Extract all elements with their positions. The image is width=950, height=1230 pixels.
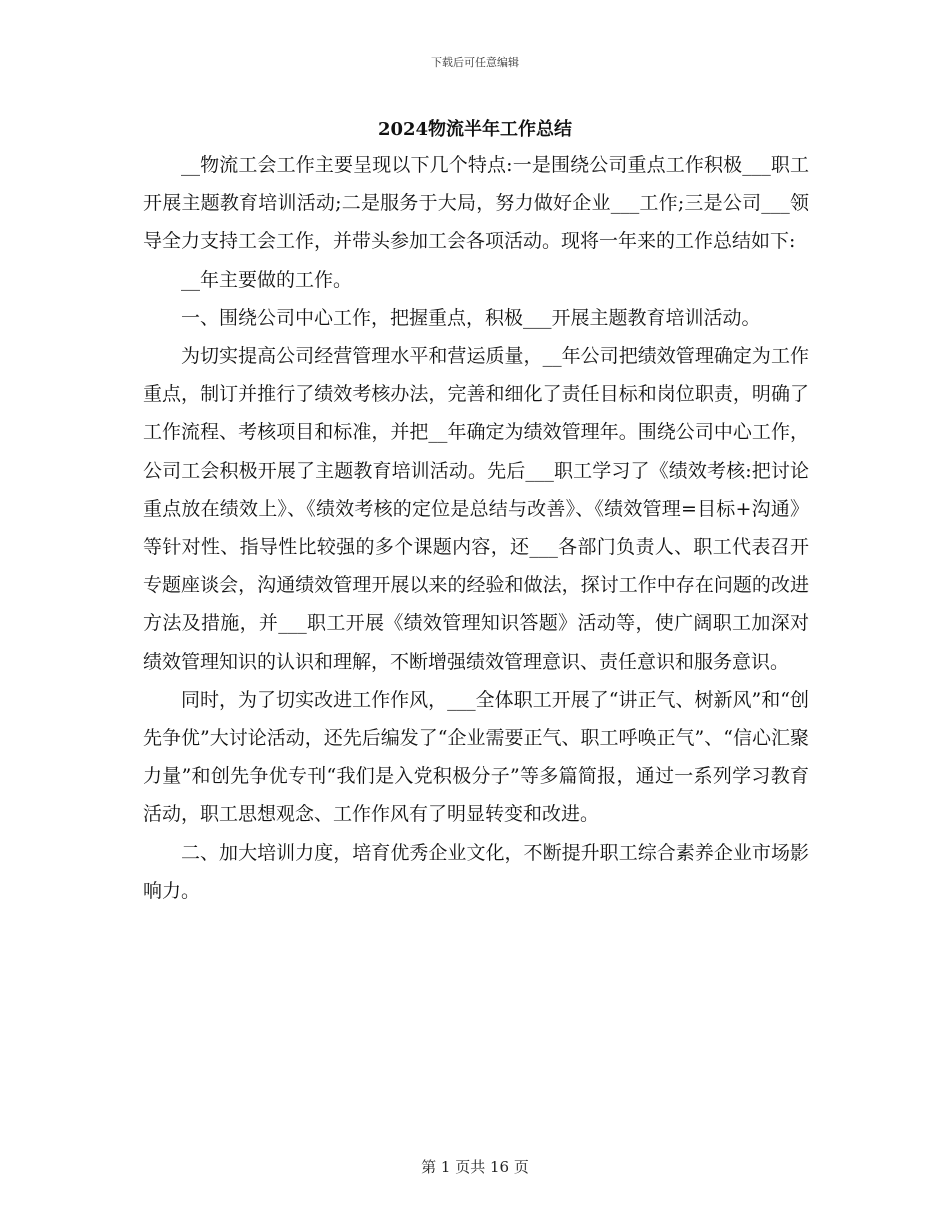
section-heading-2: 二、加大培训力度，培育优秀企业文化，不断提升职工综合素养企业市场影响力。	[143, 841, 809, 902]
page-number: 第 1 页共 16 页	[421, 1158, 529, 1176]
document-body	[143, 146, 809, 910]
paragraph-intro: __物流工会工作主要呈现以下几个特点:一是围绕公司重点工作积极___职工开展主题教育培训活动;二是服务于大局，努力做好企业___工作;三是公司___领导全力支持工会工作，并带头参加工会各项活动。现将一年来的工作总结如下:	[143, 154, 809, 253]
paragraph-year-work: __年主要做的工作。	[181, 268, 353, 291]
section-heading-1: 一、围绕公司中心工作，把握重点，积极___开展主题教育培训活动。	[181, 306, 761, 329]
document-title: 2024物流半年工作总结	[377, 119, 573, 140]
paragraph-work-style: 同时，为了切实改进工作作风，___全体职工开展了“讲正气、树新风”和“创先争优”大讨论活动，还先后编发了“企业需要正气、职工呼唤正气”、“信心汇聚力量”和创先争优专刊“我们是入党积极分子”等多篇简报，通过一系列学习教育活动，职工思想观念、工作作风有了明显转变和改进。	[143, 688, 809, 826]
page-header-note: 下载后可任意编辑	[431, 56, 519, 69]
paragraph-performance-management: 为切实提高公司经营管理水平和营运质量，__年公司把绩效管理确定为工作重点，制订并推行了绩效考核办法，完善和细化了责任目标和岗位职责，明确了工作流程、考核项目和标准，并把__年确定为绩效管理年。围绕公司中心工作，公司工会积极开展了主题教育培训活动。先后___职工学习了《绩效考核:把讨论重点放在绩效上》、《绩效考核的定位是总结与改善》、《绩效管理=目标+沟通》等针对性、指导性比较强的多个课题内容，还___各部门负责人、职工代表召开专题座谈会，沟通绩效管理开展以来的经验和做法，探讨工作中存在问题的改进方法及措施，并___职工开展《绩效管理知识答题》活动等，使广阔职工加深对绩效管理知识的认识和理解，不断增强绩效管理意识、责任意识和服务意识。	[143, 345, 809, 673]
